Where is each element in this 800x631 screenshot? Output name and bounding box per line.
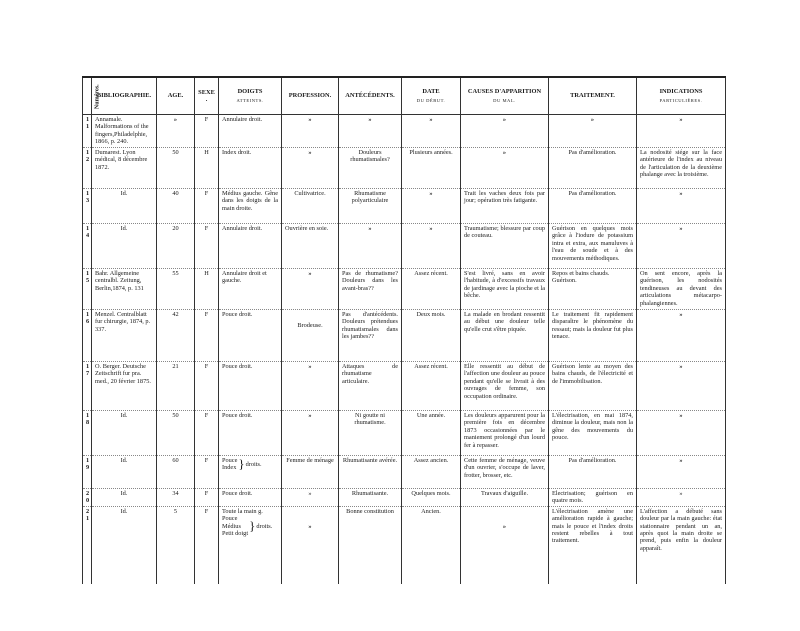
treatment-cell: Pas d'amélioration.	[549, 456, 637, 489]
bibliography-cell: Id.	[92, 224, 157, 269]
bibliography-cell: Id.	[92, 489, 157, 507]
age-cell: »	[157, 115, 195, 148]
header-age: AGE.	[157, 77, 195, 115]
fingers-list	[222, 457, 237, 472]
fingers-cell	[219, 506, 282, 584]
age-cell: 20	[157, 224, 195, 269]
bibliography-cell: O. Berger. Deutsche Zeitschrift fur pra. med., 20 février 1875.	[92, 362, 157, 411]
treatment-cell: »	[549, 115, 637, 148]
sex-cell: F	[195, 115, 219, 148]
bibliography-cell: Bahr. Allgemeine centralbl. Zeitung, Berlin,1874, p. 131	[92, 269, 157, 310]
date-cell: Deux mois.	[402, 310, 461, 362]
age-cell: 50	[157, 411, 195, 456]
fingers-cell: Pouce droit.	[219, 310, 282, 362]
fingers-side: droits.	[256, 522, 273, 530]
date-cell: Une année.	[402, 411, 461, 456]
bibliography-cell: Id.	[92, 456, 157, 489]
antecedents-cell: Attaques de rhumatisme articulaire.	[339, 362, 402, 411]
header-antecedents: ANTÉCÉDENTS.	[339, 77, 402, 115]
indications-cell: »	[637, 411, 726, 456]
sex-cell: H	[195, 269, 219, 310]
table-row	[83, 269, 726, 310]
antecedents-cell: Pas d'antécédents. Douleurs prétendues rhumatismales dans les jambes??	[339, 310, 402, 362]
profession-cell: »	[282, 362, 339, 411]
causes-cell: Elle ressentit au début de l'affection une douleur au pouce pendant qu'elle se livrait à des ouvrages de femme, son occupation ordinaire.	[461, 362, 549, 411]
date-cell: Ancien.	[402, 506, 461, 584]
age-cell: 55	[157, 269, 195, 310]
header-indications: INDICATIONS PARTICULIÈRES.	[637, 77, 726, 115]
date-cell: Assez récent.	[402, 362, 461, 411]
header-numeros: Numéros.	[83, 77, 92, 115]
treatment-cell: Guérison lente au moyen des bains chauds, de l'électricité et de l'immobilisation.	[549, 362, 637, 411]
causes-cell: »	[461, 506, 549, 584]
antecedents-cell: Rhumatisante.	[339, 489, 402, 507]
fingers-cell: Pouce droit.	[219, 489, 282, 507]
header-sexe: SEXE.	[195, 77, 219, 115]
indications-cell: »	[637, 456, 726, 489]
treatment-cell: Le traitement fit rapidement disparaître le phénomène du ressaut; mais la douleur fut plus tenace.	[549, 310, 637, 362]
brace-glyph: }	[238, 456, 245, 472]
indications-cell: »	[637, 489, 726, 507]
profession-cell: Ouvrière en soie.	[282, 224, 339, 269]
sex-cell: F	[195, 362, 219, 411]
date-cell: »	[402, 224, 461, 269]
finger-item: Médius	[222, 522, 241, 530]
profession-cell: »	[282, 115, 339, 148]
sex-cell: F	[195, 310, 219, 362]
profession-cell: »	[282, 269, 339, 310]
treatment-cell: L'électrisation, en mai 1874, diminue la douleur, mais non la gêne des mouvements du pouce.	[549, 411, 637, 456]
indications-cell: L'affection a débuté sans douleur par la main gauche: état stationnaire pendant un an, après quoi la main droite se prend, puis enfin la douleur apparaît.	[637, 506, 726, 584]
fingers-cell: Pouce droit.	[219, 362, 282, 411]
table-row	[83, 224, 726, 269]
fingers-cell: Annulaire droit.	[219, 224, 282, 269]
bibliography-cell: Annamale. Malformations of the fingers,Philadelphie, 1866, p. 240.	[92, 115, 157, 148]
date-cell: »	[402, 115, 461, 148]
causes-cell: Traumatisme; blessure par coup de couteau.	[461, 224, 549, 269]
table-row	[83, 489, 726, 507]
sex-cell: F	[195, 489, 219, 507]
profession-cell: »	[282, 506, 339, 584]
finger-item: Pouce	[222, 515, 238, 523]
table-row	[83, 506, 726, 584]
header-traitement: TRAITEMENT.	[549, 77, 637, 115]
bibliography-cell: Id.	[92, 506, 157, 584]
row-number: 14	[83, 224, 92, 269]
row-number: 19	[83, 456, 92, 489]
fingers-cell: Médius gauche. Gêne dans les doigts de la main droite.	[219, 189, 282, 224]
finger-item: Pouce	[222, 457, 238, 464]
causes-cell: »	[461, 148, 549, 189]
clinical-cases-table	[82, 76, 726, 584]
treatment-cell: Pas d'amélioration.	[549, 148, 637, 189]
treatment-cell: Repos et bains chauds. Guérison.	[549, 269, 637, 310]
age-cell: 5	[157, 506, 195, 584]
antecedents-cell: Bonne constitution	[339, 506, 402, 584]
indications-cell: »	[637, 115, 726, 148]
date-cell: Plusieurs années.	[402, 148, 461, 189]
fingers-cell: Pouce droit.	[219, 411, 282, 456]
antecedents-cell: Douleurs rhumatismales?	[339, 148, 402, 189]
row-number: 12	[83, 148, 92, 189]
fingers-cell: Annulaire droit et gauche.	[219, 269, 282, 310]
causes-cell: Trait les vaches deux fois par jour; opération très fatigante.	[461, 189, 549, 224]
sex-cell: F	[195, 506, 219, 584]
indications-cell: La nodosité siége sur la face antérieure de l'index au niveau de l'articulation de la deuxième phalange avec la troisième.	[637, 148, 726, 189]
finger-item: Index	[222, 464, 237, 472]
sex-cell: F	[195, 189, 219, 224]
profession-cell: »	[282, 148, 339, 189]
finger-item: Petit doigt	[222, 530, 249, 538]
header-causes: CAUSES D'APPARITION DU MAL.	[461, 77, 549, 115]
fingers-side: droits.	[245, 460, 262, 468]
brace-glyph: }	[249, 518, 256, 534]
profession-cell: »	[282, 489, 339, 507]
sex-cell: F	[195, 224, 219, 269]
fingers-brace-group	[222, 515, 278, 537]
age-cell: 42	[157, 310, 195, 362]
profession-cell: Femme de ménage	[282, 456, 339, 489]
profession-cell: Cultivatrice.	[282, 189, 339, 224]
causes-cell: »	[461, 115, 549, 148]
header-bibliographie: BIBLIOGRAPHIE.	[92, 77, 157, 115]
row-number: 15	[83, 269, 92, 310]
treatment-cell: Pas d'amélioration.	[549, 189, 637, 224]
row-number: 18	[83, 411, 92, 456]
bibliography-cell: Id.	[92, 189, 157, 224]
table-header-row	[83, 77, 726, 115]
causes-cell: La malade en brodant ressentit au début une douleur telle qu'elle crut s'être piquée.	[461, 310, 549, 362]
row-number: 20	[83, 489, 92, 507]
indications-cell: On sent encore, après la guérison, les nodosités tendineuses au devant des articulations métacarpo-phalangiennes.	[637, 269, 726, 310]
fingers-list	[222, 515, 248, 537]
table-row	[83, 189, 726, 224]
table-row	[83, 411, 726, 456]
table-row	[83, 456, 726, 489]
age-cell: 60	[157, 456, 195, 489]
date-cell: Assez récent.	[402, 269, 461, 310]
table-row	[83, 362, 726, 411]
header-doigts: DOIGTS ATTEINTS.	[219, 77, 282, 115]
antecedents-cell: Rhumatisante avérée.	[339, 456, 402, 489]
causes-cell: Travaux d'aiguille.	[461, 489, 549, 507]
header-profession: PROFESSION.	[282, 77, 339, 115]
indications-cell: »	[637, 362, 726, 411]
antecedents-cell: Pas de rhumatisme? Douleurs dans les avant-bras??	[339, 269, 402, 310]
causes-cell: Cette femme de ménage, veuve d'un ouvrier, s'occupe de laver, frotter, brosser, etc.	[461, 456, 549, 489]
fingers-cell: Annulaire droit.	[219, 115, 282, 148]
antecedents-cell: »	[339, 224, 402, 269]
header-date: DATE DU DÉBUT.	[402, 77, 461, 115]
age-cell: 40	[157, 189, 195, 224]
bibliography-cell: Menzel. Centralblatt fur chirurgie, 1874, p. 337.	[92, 310, 157, 362]
age-cell: 50	[157, 148, 195, 189]
causes-cell: Les douleurs apparurent pour la première fois en décembre 1873 occasionnées par le maniement prolongé d'un lourd fer à repasser.	[461, 411, 549, 456]
antecedents-cell: Ni goutte ni rhumatisme.	[339, 411, 402, 456]
sex-cell: F	[195, 411, 219, 456]
table-row	[83, 148, 726, 189]
bibliography-cell: Id.	[92, 411, 157, 456]
indications-cell: »	[637, 189, 726, 224]
profession-cell: »	[282, 411, 339, 456]
row-number: 21	[83, 506, 92, 584]
fingers-cell: Index droit.	[219, 148, 282, 189]
sex-cell: H	[195, 148, 219, 189]
sex-cell: F	[195, 456, 219, 489]
bibliography-cell: Dumarest. Lyon médical, 8 décembre 1872.	[92, 148, 157, 189]
treatment-cell: L'électrisation amène une amélioration rapide à gauche; mais le pouce et l'index droits restent rebelles à tout traitement.	[549, 506, 637, 584]
indications-cell: »	[637, 224, 726, 269]
table-row	[83, 115, 726, 148]
treatment-cell: Electrisation; guérison en quatre mois.	[549, 489, 637, 507]
date-cell: »	[402, 189, 461, 224]
indications-cell: »	[637, 310, 726, 362]
row-number: 16	[83, 310, 92, 362]
antecedents-cell: »	[339, 115, 402, 148]
age-cell: 34	[157, 489, 195, 507]
table-row	[83, 310, 726, 362]
date-cell: Assez ancien.	[402, 456, 461, 489]
fingers-brace-group	[222, 457, 278, 472]
row-number: 13	[83, 189, 92, 224]
row-number: 11	[83, 115, 92, 148]
date-cell: Quelques mois.	[402, 489, 461, 507]
antecedents-cell: Rhumatisme polyarticulaire	[339, 189, 402, 224]
profession-cell: Brodeuse.	[282, 310, 339, 362]
treatment-cell: Guérison en quelques mois grâce à l'iodure de potassium intra et extra, aux manuluves à l'eau de soude et à des mouvements méthodiques.	[549, 224, 637, 269]
causes-cell: S'est livré, sans en avoir l'habitude, à d'excessifs travaux de jardinage avec la pioche et la bêche.	[461, 269, 549, 310]
finger-item: Toute la main g.	[222, 507, 263, 515]
age-cell: 21	[157, 362, 195, 411]
row-number: 17	[83, 362, 92, 411]
fingers-cell	[219, 456, 282, 489]
